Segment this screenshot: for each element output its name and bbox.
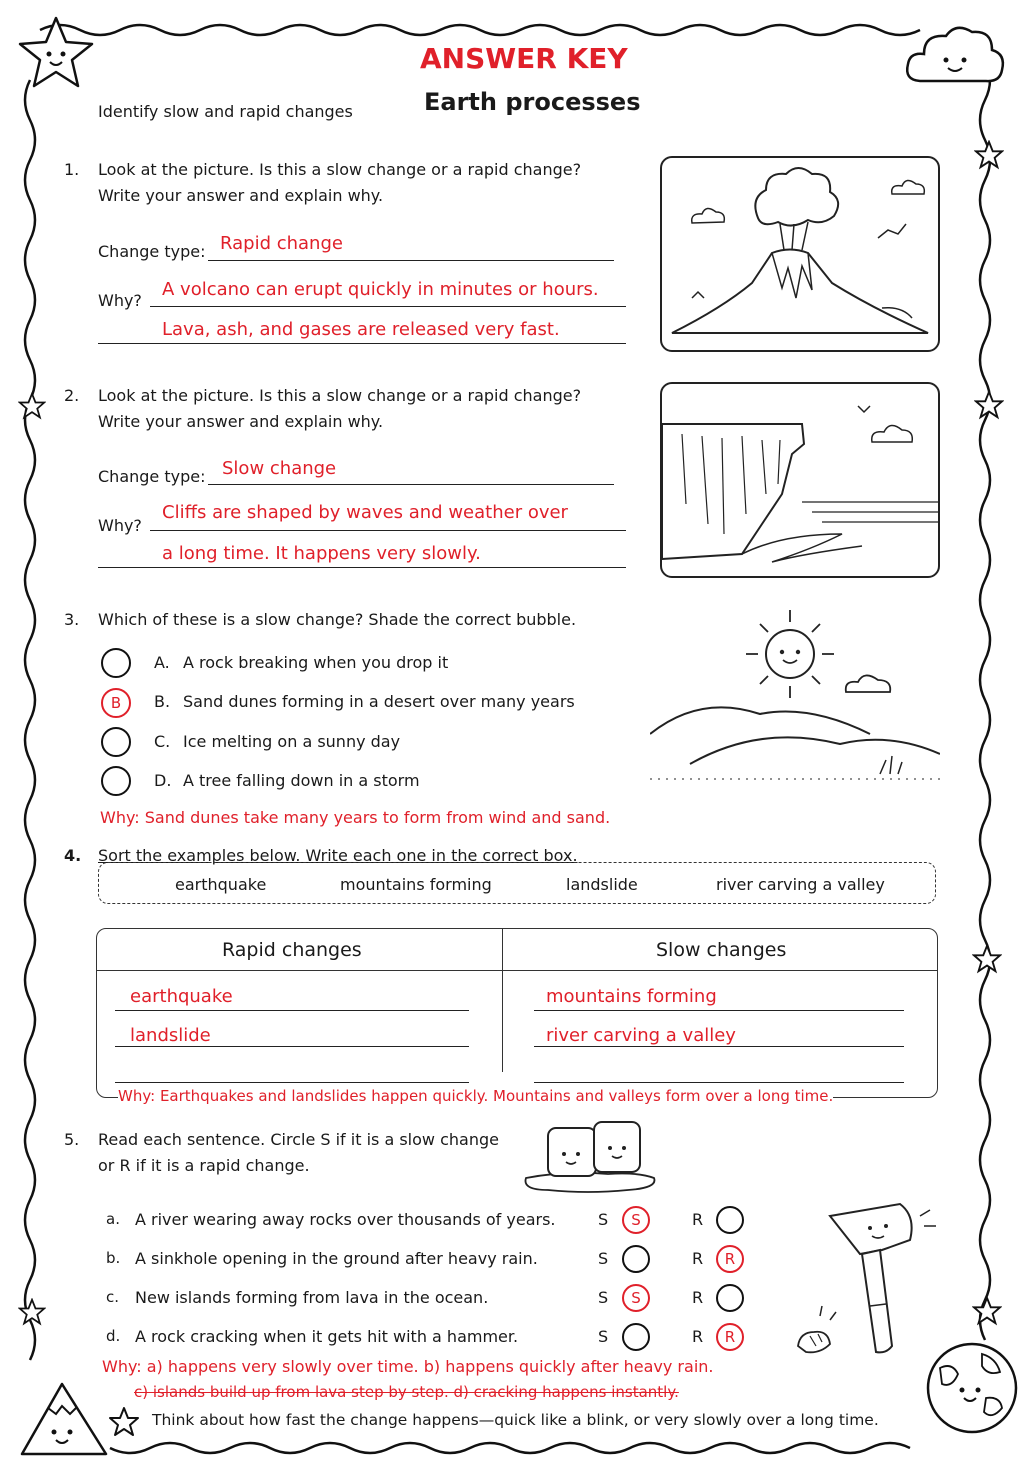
q1-prompt-line1: Look at the picture. Is this a slow change or a rapid change?: [98, 160, 582, 179]
q5-item-d-text: A rock cracking when it gets hit with a hammer.: [135, 1327, 519, 1346]
q5-item-a-letter: a.: [106, 1210, 120, 1228]
rapid-answer-line-3: [115, 1082, 469, 1083]
q5-item-c-r-circle[interactable]: [716, 1284, 744, 1312]
q5-item-b-answer: R: [724, 1250, 736, 1268]
q2-why-answer-2: a long time. It happens very slowly.: [162, 543, 481, 564]
q5-item-d-letter: d.: [106, 1327, 121, 1345]
q2-prompt-line1: Look at the picture. Is this a slow change or a rapid change?: [98, 386, 582, 405]
q5-item-b-r-label: R: [692, 1249, 704, 1268]
rapid-answer-2: landslide: [130, 1025, 211, 1046]
q3-selected-mark: B: [110, 694, 122, 712]
q1-change-answer: Rapid change: [220, 233, 343, 254]
q1-why-label: Why?: [98, 291, 142, 310]
q2-why-answer-1: Cliffs are shaped by waves and weather over: [162, 502, 568, 523]
q3-option-b-text: Sand dunes forming in a desert over many years: [183, 692, 575, 711]
q5-item-a-text: A river wearing away rocks over thousands of years.: [135, 1210, 556, 1229]
q3-number: 3.: [64, 610, 80, 629]
q5-item-d-r-label: R: [692, 1327, 704, 1346]
smiling-cloud-icon: [900, 16, 1010, 96]
rapid-answer-line-2: [115, 1046, 469, 1047]
word-bank-item: landslide: [566, 875, 638, 894]
q4-prompt: Sort the examples below. Write each one in the correct box.: [98, 846, 578, 865]
q3-option-a-letter: A.: [154, 653, 170, 672]
star-icon: [974, 140, 1004, 170]
q1-number: 1.: [64, 160, 80, 179]
volcano-picture: [660, 156, 940, 352]
q5-prompt-line2: or R if it is a rapid change.: [98, 1156, 310, 1175]
q5-why-line1: Why: a) happens very slowly over time. b) happens quickly after heavy rain.: [102, 1357, 714, 1376]
slow-changes-header: Slow changes: [656, 939, 787, 961]
sort-table-divider: [502, 928, 503, 1072]
q5-item-d-r-circle[interactable]: [716, 1323, 744, 1351]
q5-item-d-s-circle[interactable]: [622, 1323, 650, 1351]
q5-item-a-answer: S: [631, 1211, 641, 1229]
q2-why-line2: [98, 567, 626, 568]
q2-why-label: Why?: [98, 516, 142, 535]
q5-why-line2: c) islands build up from lava step by step. d) cracking happens instantly.: [134, 1383, 679, 1401]
q4-why: Why: Earthquakes and landslides happen quickly. Mountains and valleys form over a long time.: [118, 1087, 834, 1105]
q5-item-b-s-label: S: [598, 1249, 609, 1268]
q5-item-b-r-circle[interactable]: [716, 1245, 744, 1273]
word-bank-item: earthquake: [175, 875, 267, 894]
q5-item-c-letter: c.: [106, 1288, 120, 1306]
page-title: Earth processes: [424, 88, 641, 116]
word-bank-item: mountains forming: [340, 875, 492, 894]
q5-item-b-letter: b.: [106, 1249, 121, 1267]
cliff-picture: [660, 382, 940, 578]
page-subtitle: Identify slow and rapid changes: [98, 102, 353, 121]
star-icon: [974, 390, 1004, 420]
q3-option-c-letter: C.: [154, 732, 171, 751]
smiling-star-icon: [14, 12, 98, 96]
q5-item-b-text: A sinkhole opening in the ground after heavy rain.: [135, 1249, 538, 1268]
slow-answer-line-2: [534, 1046, 904, 1047]
q2-why-line1: [150, 530, 626, 531]
q5-number: 5.: [64, 1130, 80, 1149]
q5-item-c-text: New islands forming from lava in the ocean.: [135, 1288, 489, 1307]
q3-option-b-bubble[interactable]: [101, 688, 131, 718]
slow-answer-line-1: [534, 1010, 904, 1011]
star-icon: [972, 944, 1002, 974]
star-icon: [972, 1296, 1002, 1326]
q3-prompt: Which of these is a slow change? Shade the correct bubble.: [98, 610, 577, 629]
q2-prompt-line2: Write your answer and explain why.: [98, 412, 384, 431]
smiling-mountain-icon: [14, 1376, 114, 1460]
q3-option-d-bubble[interactable]: [101, 766, 131, 796]
q5-item-a-s-label: S: [598, 1210, 609, 1229]
q5-item-a-r-label: R: [692, 1210, 704, 1229]
q1-why-line2: [98, 343, 626, 344]
word-bank-item: river carving a valley: [716, 875, 885, 894]
q2-change-label: Change type:: [98, 467, 206, 486]
slow-answer-line-3: [534, 1082, 904, 1083]
q5-item-c-answer: S: [631, 1289, 641, 1307]
q3-option-a-bubble[interactable]: [101, 648, 131, 678]
q1-why-answer-1: A volcano can erupt quickly in minutes or hours.: [162, 279, 599, 300]
q3-option-b-letter: B.: [154, 692, 171, 711]
q3-option-c-bubble[interactable]: [101, 727, 131, 757]
q2-change-line: [208, 484, 614, 485]
q5-item-d-answer: R: [724, 1328, 736, 1346]
q3-option-c-text: Ice melting on a sunny day: [183, 732, 401, 751]
q2-change-answer: Slow change: [222, 458, 337, 479]
slow-answer-1: mountains forming: [546, 986, 717, 1007]
q5-item-a-s-circle[interactable]: [622, 1206, 650, 1234]
smiling-earth-icon: [922, 1338, 1022, 1438]
q5-item-b-s-circle[interactable]: [622, 1245, 650, 1273]
q3-option-a-text: A rock breaking when you drop it: [183, 653, 449, 672]
star-icon: [18, 1298, 46, 1326]
q5-item-c-r-label: R: [692, 1288, 704, 1307]
star-icon: [18, 392, 46, 420]
q5-item-c-s-label: S: [598, 1288, 609, 1307]
q3-option-d-text: A tree falling down in a storm: [183, 771, 420, 790]
slow-answer-2: river carving a valley: [546, 1025, 736, 1046]
sort-table-header-rule: [96, 970, 938, 971]
q3-option-d-letter: D.: [154, 771, 172, 790]
desert-sun-picture: [650, 604, 940, 794]
star-icon: [108, 1406, 140, 1438]
rapid-answer-1: earthquake: [130, 986, 233, 1007]
q1-change-label: Change type:: [98, 242, 206, 261]
q3-why: Why: Sand dunes take many years to form from wind and sand.: [100, 808, 611, 827]
q2-number: 2.: [64, 386, 80, 405]
q1-why-answer-2: Lava, ash, and gases are released very fast.: [162, 319, 560, 340]
q1-change-line: [208, 260, 614, 261]
rapid-changes-header: Rapid changes: [222, 939, 362, 961]
q5-item-c-s-circle[interactable]: [622, 1284, 650, 1312]
q5-item-d-s-label: S: [598, 1327, 609, 1346]
q1-why-line1: [150, 306, 626, 307]
footer-tip: Think about how fast the change happens—quick like a blink, or very slowly over a long time.: [152, 1411, 879, 1429]
answer-key-heading: ANSWER KEY: [420, 42, 628, 75]
q5-prompt-line1: Read each sentence. Circle S if it is a slow change: [98, 1130, 499, 1149]
rapid-answer-line-1: [115, 1010, 469, 1011]
q1-prompt-line2: Write your answer and explain why.: [98, 186, 384, 205]
q5-item-a-r-circle[interactable]: [716, 1206, 744, 1234]
q4-number: 4.: [64, 846, 82, 865]
melting-ice-cubes-picture: [518, 1112, 668, 1196]
